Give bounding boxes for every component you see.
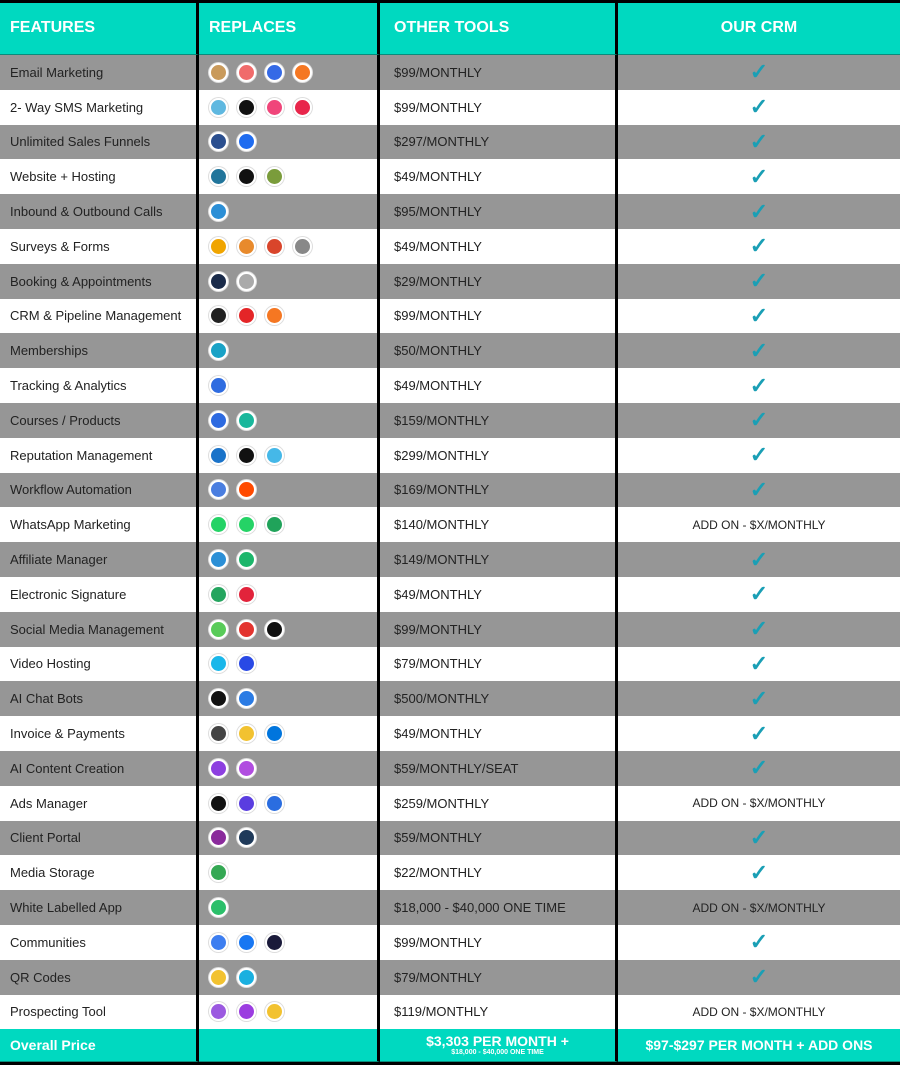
our-crm-cell xyxy=(618,855,900,890)
check-icon: ✓ xyxy=(749,476,769,502)
table-row xyxy=(0,194,900,229)
freshbooks-icon xyxy=(265,724,284,743)
check-icon: ✓ xyxy=(749,337,769,363)
calendar-icon xyxy=(237,272,256,291)
comparison-table xyxy=(0,3,900,1062)
other-tools-price: $259/MONTHLY xyxy=(380,786,618,821)
table-row xyxy=(0,542,900,577)
mighty-networks-icon xyxy=(265,933,284,952)
other-tools-price: $49/MONTHLY xyxy=(380,577,618,612)
our-crm-cell xyxy=(618,473,900,508)
other-tools-price: $297/MONTHLY xyxy=(380,125,618,160)
other-tools-price: $119/MONTHLY xyxy=(380,995,618,1030)
hubspot-icon xyxy=(265,306,284,325)
our-crm-cell xyxy=(618,681,900,716)
our-crm-cell xyxy=(618,299,900,334)
shopify-icon xyxy=(265,167,284,186)
replaced-tools xyxy=(199,125,380,160)
check-icon: ✓ xyxy=(749,302,769,328)
table-row xyxy=(0,647,900,682)
table-row xyxy=(0,299,900,334)
replaced-tools xyxy=(199,368,380,403)
table-row xyxy=(0,960,900,995)
feature-name: Reputation Management xyxy=(0,438,199,473)
check-icon: ✓ xyxy=(749,650,769,676)
feature-name: Electronic Signature xyxy=(0,577,199,612)
stripe-icon xyxy=(209,724,228,743)
activecampaign-icon xyxy=(265,63,284,82)
our-crm-cell xyxy=(618,125,900,160)
adroll-icon xyxy=(265,794,284,813)
apollo-icon xyxy=(265,1002,284,1021)
other-tools-price: $140/MONTHLY xyxy=(380,507,618,542)
madgicx-icon xyxy=(237,794,256,813)
replaced-tools xyxy=(199,159,380,194)
replaced-tools xyxy=(199,55,380,90)
our-crm-cell xyxy=(618,229,900,264)
footer-replaces-empty xyxy=(199,1029,380,1062)
other-tools-price: $59/MONTHLY xyxy=(380,821,618,856)
table-row xyxy=(0,229,900,264)
podium-icon xyxy=(237,98,256,117)
replaced-tools xyxy=(199,855,380,890)
table-row xyxy=(0,125,900,160)
table-row xyxy=(0,925,900,960)
table-row xyxy=(0,612,900,647)
our-crm-cell xyxy=(618,55,900,90)
overall-price-label: Overall Price xyxy=(0,1029,199,1062)
honeybook-icon xyxy=(237,724,256,743)
our-crm-cell xyxy=(618,403,900,438)
sms-chevrons-icon xyxy=(209,98,228,117)
memberpress-icon xyxy=(209,341,228,360)
replaced-tools xyxy=(199,716,380,751)
leadpages-icon xyxy=(237,132,256,151)
header-replaces: REPLACES xyxy=(199,3,380,55)
other-tools-price: $49/MONTHLY xyxy=(380,716,618,751)
chatbot-c-icon xyxy=(209,689,228,708)
feature-name: Inbound & Outbound Calls xyxy=(0,194,199,229)
replaced-tools xyxy=(199,647,380,682)
other-tools-price: $99/MONTHLY xyxy=(380,55,618,90)
podium-icon xyxy=(237,446,256,465)
table-row xyxy=(0,681,900,716)
typeform-icon xyxy=(293,237,312,256)
other-tools-price: $79/MONTHLY xyxy=(380,960,618,995)
feature-name: Website + Hosting xyxy=(0,159,199,194)
kajabi-icon xyxy=(209,411,228,430)
other-tools-price: $22/MONTHLY xyxy=(380,855,618,890)
pipedrive-icon xyxy=(209,306,228,325)
copy-ai-icon xyxy=(237,759,256,778)
table-row xyxy=(0,55,900,90)
check-icon: ✓ xyxy=(749,964,769,990)
check-icon: ✓ xyxy=(749,233,769,259)
replaced-tools xyxy=(199,264,380,299)
teachable-icon xyxy=(237,411,256,430)
zoho-icon xyxy=(237,306,256,325)
feature-name: 2- Way SMS Marketing xyxy=(0,90,199,125)
check-icon: ✓ xyxy=(749,59,769,85)
analytics-icon xyxy=(209,376,228,395)
feature-name: Courses / Products xyxy=(0,403,199,438)
our-crm-cell xyxy=(618,647,900,682)
check-icon: ✓ xyxy=(749,407,769,433)
table-row xyxy=(0,821,900,856)
header-features: FEATURES xyxy=(0,3,199,55)
replaced-tools xyxy=(199,299,380,334)
check-icon: ✓ xyxy=(749,268,769,294)
replaced-tools xyxy=(199,542,380,577)
table-footer xyxy=(0,1029,900,1062)
other-tools-price: $299/MONTHLY xyxy=(380,438,618,473)
replaced-tools xyxy=(199,612,380,647)
wistia-icon xyxy=(237,654,256,673)
replaced-tools xyxy=(199,960,380,995)
check-icon: ✓ xyxy=(749,442,769,468)
feature-name: White Labelled App xyxy=(0,890,199,925)
skool-icon xyxy=(209,933,228,952)
feature-name: Unlimited Sales Funnels xyxy=(0,125,199,160)
our-crm-cell xyxy=(618,716,900,751)
sprout-icon xyxy=(209,620,228,639)
our-crm-cell xyxy=(618,264,900,299)
feature-name: Ads Manager xyxy=(0,786,199,821)
other-tools-price: $99/MONTHLY xyxy=(380,925,618,960)
facebook-icon xyxy=(237,933,256,952)
our-crm-cell xyxy=(618,542,900,577)
feature-name: Booking & Appointments xyxy=(0,264,199,299)
check-icon: ✓ xyxy=(749,163,769,189)
feature-name: Video Hosting xyxy=(0,647,199,682)
table-row xyxy=(0,577,900,612)
our-crm-cell xyxy=(618,507,900,542)
check-icon: ✓ xyxy=(749,859,769,885)
other-tools-price: $99/MONTHLY xyxy=(380,299,618,334)
pandadoc-icon xyxy=(209,585,228,604)
owl-icon xyxy=(209,1002,228,1021)
our-crm-cell xyxy=(618,194,900,229)
chat-bubble-icon xyxy=(237,689,256,708)
table-header xyxy=(0,3,900,55)
constant-contact-icon xyxy=(237,63,256,82)
other-tools-price: $79/MONTHLY xyxy=(380,647,618,682)
check-icon: ✓ xyxy=(749,546,769,572)
whatsapp-business-icon xyxy=(265,515,284,534)
vimeo-icon xyxy=(209,654,228,673)
app-icon xyxy=(209,898,228,917)
other-tools-price: $59/MONTHLY/SEAT xyxy=(380,751,618,786)
table-row xyxy=(0,264,900,299)
check-icon: ✓ xyxy=(749,94,769,120)
table-row xyxy=(0,507,900,542)
other-tools-price: $95/MONTHLY xyxy=(380,194,618,229)
other-tools-price: $49/MONTHLY xyxy=(380,368,618,403)
replaced-tools xyxy=(199,229,380,264)
twilio-icon xyxy=(293,98,312,117)
replaced-tools xyxy=(199,577,380,612)
wufoo-icon xyxy=(265,237,284,256)
replaced-tools xyxy=(199,925,380,960)
chat-icon xyxy=(237,515,256,534)
other-tools-price: $49/MONTHLY xyxy=(380,229,618,264)
acuity-icon xyxy=(209,272,228,291)
other-tools-price: $500/MONTHLY xyxy=(380,681,618,716)
our-crm-cell xyxy=(618,368,900,403)
hootsuite-icon xyxy=(237,620,256,639)
table-row xyxy=(0,855,900,890)
replaced-tools xyxy=(199,194,380,229)
header-our-crm: OUR CRM xyxy=(618,3,900,55)
docusign-icon xyxy=(237,585,256,604)
table-row xyxy=(0,995,900,1030)
reputation-icon xyxy=(265,446,284,465)
make-icon xyxy=(209,480,228,499)
table-row xyxy=(0,473,900,508)
our-crm-cell xyxy=(618,960,900,995)
our-crm-cell xyxy=(618,925,900,960)
wordpress-icon xyxy=(209,167,228,186)
clickfunnels-icon xyxy=(209,132,228,151)
feature-name: AI Content Creation xyxy=(0,751,199,786)
our-crm-cell xyxy=(618,890,900,925)
feature-name: AI Chat Bots xyxy=(0,681,199,716)
tapfiliate-icon xyxy=(209,550,228,569)
check-icon: ✓ xyxy=(749,198,769,224)
feature-name: WhatsApp Marketing xyxy=(0,507,199,542)
feature-name: Media Storage xyxy=(0,855,199,890)
other-price-sub: $18,000 - $40,000 ONE TIME xyxy=(451,1048,544,1056)
feature-name: Prospecting Tool xyxy=(0,995,199,1030)
other-tools-price: $50/MONTHLY xyxy=(380,333,618,368)
replaced-tools xyxy=(199,681,380,716)
check-icon: ✓ xyxy=(749,685,769,711)
feature-name: Affiliate Manager xyxy=(0,542,199,577)
feature-name: Client Portal xyxy=(0,821,199,856)
check-icon: ✓ xyxy=(749,616,769,642)
feature-name: Communities xyxy=(0,925,199,960)
replaced-tools xyxy=(199,507,380,542)
other-tools-price: $159/MONTHLY xyxy=(380,403,618,438)
check-icon: ✓ xyxy=(749,755,769,781)
feature-name: Invoice & Payments xyxy=(0,716,199,751)
header-other-tools: OTHER TOOLS xyxy=(380,3,618,55)
table-row xyxy=(0,716,900,751)
check-icon: ✓ xyxy=(749,128,769,154)
table-row xyxy=(0,90,900,125)
replaced-tools xyxy=(199,473,380,508)
other-tools-price: $99/MONTHLY xyxy=(380,90,618,125)
our-crm-cell xyxy=(618,612,900,647)
check-icon: ✓ xyxy=(749,720,769,746)
feature-name: Tracking & Analytics xyxy=(0,368,199,403)
replaced-tools xyxy=(199,786,380,821)
check-icon: ✓ xyxy=(749,581,769,607)
feature-name: Email Marketing xyxy=(0,55,199,90)
feature-name: Memberships xyxy=(0,333,199,368)
add-on-price: ADD ON - $X/MONTHLY xyxy=(692,796,826,811)
other-tools-price: $169/MONTHLY xyxy=(380,473,618,508)
replaced-tools xyxy=(199,821,380,856)
jotform-icon xyxy=(237,237,256,256)
feature-name: QR Codes xyxy=(0,960,199,995)
feature-name: Social Media Management xyxy=(0,612,199,647)
mailchimp-icon xyxy=(209,63,228,82)
firstpromoter-icon xyxy=(237,550,256,569)
kaspr-icon xyxy=(237,1002,256,1021)
qr-code-icon xyxy=(209,968,228,987)
table-row xyxy=(0,368,900,403)
add-on-price: ADD ON - $X/MONTHLY xyxy=(692,1004,826,1019)
zapier-icon xyxy=(237,480,256,499)
check-icon: ✓ xyxy=(749,824,769,850)
other-tools-price: $149/MONTHLY xyxy=(380,542,618,577)
other-tools-price: $18,000 - $40,000 ONE TIME xyxy=(380,890,618,925)
copilot-icon xyxy=(237,828,256,847)
feature-name: Workflow Automation xyxy=(0,473,199,508)
portal-icon xyxy=(209,828,228,847)
feature-name: CRM & Pipeline Management xyxy=(0,299,199,334)
add-on-price: ADD ON - $X/MONTHLY xyxy=(692,517,826,532)
other-tools-price: $99/MONTHLY xyxy=(380,612,618,647)
qr-at-icon xyxy=(237,968,256,987)
replaced-tools xyxy=(199,333,380,368)
other-tools-price: $29/MONTHLY xyxy=(380,264,618,299)
check-icon: ✓ xyxy=(749,372,769,398)
table-row xyxy=(0,333,900,368)
table-row xyxy=(0,890,900,925)
our-crm-cell xyxy=(618,90,900,125)
wix-icon xyxy=(237,167,256,186)
our-crm-cell xyxy=(618,786,900,821)
our-crm-cell xyxy=(618,751,900,786)
replaced-tools xyxy=(199,995,380,1030)
our-crm-cell xyxy=(618,995,900,1030)
adcreative-icon xyxy=(209,794,228,813)
check-icon: ✓ xyxy=(749,929,769,955)
our-crm-cell xyxy=(618,438,900,473)
replaced-tools xyxy=(199,403,380,438)
table-row xyxy=(0,159,900,194)
replaced-tools xyxy=(199,90,380,125)
our-crm-cell xyxy=(618,577,900,612)
table-row xyxy=(0,438,900,473)
other-tools-price: $49/MONTHLY xyxy=(380,159,618,194)
table-row xyxy=(0,786,900,821)
our-crm-cell xyxy=(618,159,900,194)
callrail-icon xyxy=(209,202,228,221)
overall-crm-price: $97-$297 PER MONTH + ADD ONS xyxy=(618,1029,900,1062)
overall-other-price xyxy=(380,1029,618,1062)
replaced-tools xyxy=(199,438,380,473)
table-row xyxy=(0,751,900,786)
add-on-price: ADD ON - $X/MONTHLY xyxy=(692,900,826,915)
textmagic-icon xyxy=(265,98,284,117)
double-check-icon xyxy=(209,515,228,534)
replaced-tools xyxy=(199,890,380,925)
jasper-icon xyxy=(209,759,228,778)
buffer-icon xyxy=(265,620,284,639)
google-drive-icon xyxy=(209,863,228,882)
hubspot-icon xyxy=(293,63,312,82)
our-crm-cell xyxy=(618,821,900,856)
our-crm-cell xyxy=(618,333,900,368)
surveygizmo-icon xyxy=(209,237,228,256)
feature-name: Surveys & Forms xyxy=(0,229,199,264)
table-row xyxy=(0,403,900,438)
replaced-tools xyxy=(199,751,380,786)
other-price-main: $3,303 PER MONTH + xyxy=(426,1033,569,1050)
birdeye-icon xyxy=(209,446,228,465)
